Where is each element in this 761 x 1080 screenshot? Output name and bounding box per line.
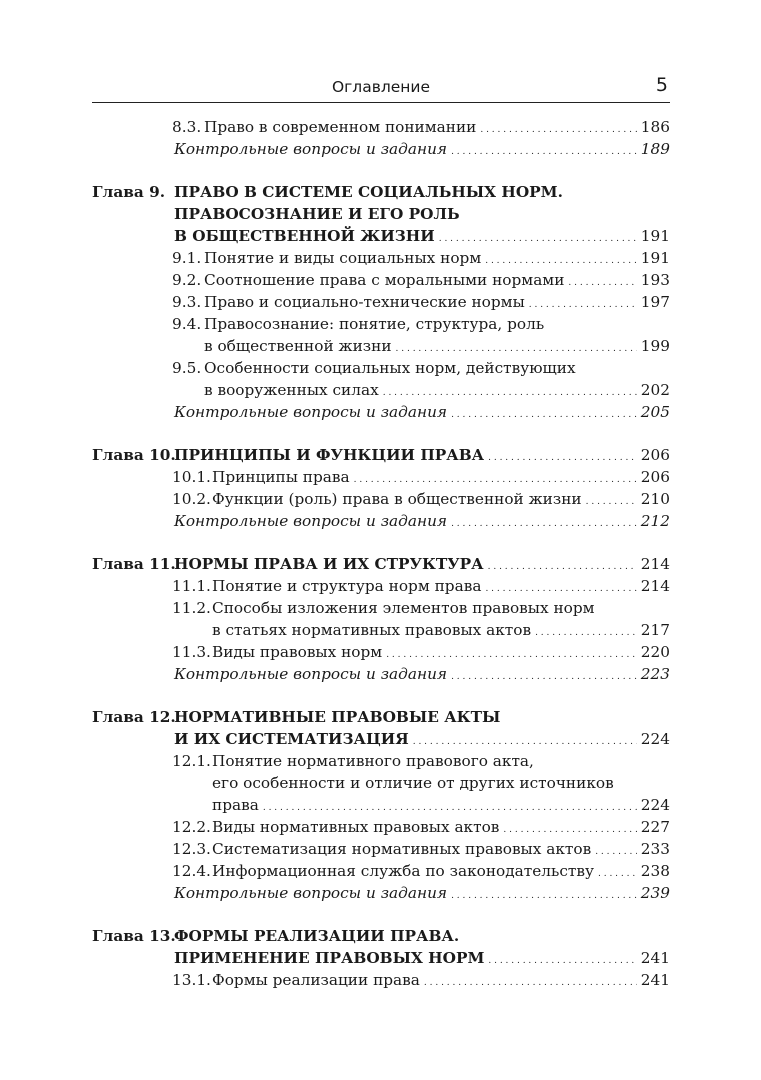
section-title-line: в статьях нормативных правовых актов xyxy=(212,621,532,639)
review-questions: Контрольные вопросы и задания xyxy=(174,665,448,683)
section-title-line: Понятие нормативного правового акта, xyxy=(212,752,534,770)
review-questions: Контрольные вопросы и задания xyxy=(174,884,448,902)
section-title: Информационная служба по законодательству xyxy=(212,862,594,880)
chapter-label: Глава 13. xyxy=(92,927,176,945)
toc-entry-11-1[interactable] xyxy=(92,575,670,597)
page-ref: 212 xyxy=(640,512,670,530)
toc-entry-12-1[interactable] xyxy=(92,750,670,772)
section-number: 10.1. xyxy=(172,468,211,486)
section-number: 13.1. xyxy=(172,971,211,989)
section-number: 9.5. xyxy=(172,359,202,377)
toc-chapter-12[interactable] xyxy=(92,706,670,728)
page-ref: 199 xyxy=(640,337,670,355)
toc-entry-9-4[interactable] xyxy=(92,313,670,335)
chapter-title-line: ПРАВО В СИСТЕМЕ СОЦИАЛЬНЫХ НОРМ. xyxy=(174,183,563,201)
page-ref: 202 xyxy=(640,381,670,399)
section-title: Формы реализации права xyxy=(212,971,420,989)
page-ref: 224 xyxy=(640,796,670,814)
section-title: Право и социально-технические нормы xyxy=(204,293,525,311)
page-ref: 239 xyxy=(640,884,670,902)
section-title: Понятие и виды социальных норм xyxy=(204,249,482,267)
section-title-line: в вооруженных силах xyxy=(204,381,379,399)
chapter-title-line: В ОБЩЕСТВЕННОЙ ЖИЗНИ xyxy=(174,227,435,245)
page-number: 5 xyxy=(655,74,668,96)
review-questions: Контрольные вопросы и задания xyxy=(174,512,448,530)
section-title: Виды нормативных правовых актов xyxy=(212,818,500,836)
section-title: Систематизация нормативных правовых актов xyxy=(212,840,592,858)
toc-entry-12-4[interactable] xyxy=(92,860,670,882)
chapter-label: Глава 11. xyxy=(92,555,176,573)
chapter-title-line: НОРМЫ ПРАВА И ИХ СТРУКТУРА xyxy=(174,555,484,573)
toc-entry-9-2[interactable] xyxy=(92,269,670,291)
page-ref: 217 xyxy=(640,621,670,639)
section-title-line: права xyxy=(212,796,259,814)
chapter-title-line: ПРАВОСОЗНАНИЕ И ЕГО РОЛЬ xyxy=(174,205,460,223)
toc-entry-9-1[interactable] xyxy=(92,247,670,269)
page-ref: 191 xyxy=(640,227,670,245)
page-ref: 241 xyxy=(640,971,670,989)
toc-entry-review-12[interactable] xyxy=(92,882,670,904)
section-number: 9.2. xyxy=(172,271,202,289)
page-ref: 223 xyxy=(640,665,670,683)
section-number: 12.3. xyxy=(172,840,211,858)
toc-chapter-13[interactable] xyxy=(92,925,670,947)
page-ref: 220 xyxy=(640,643,670,661)
review-questions: Контрольные вопросы и задания xyxy=(174,140,448,158)
toc-entry-13-1[interactable] xyxy=(92,969,670,991)
page-ref: 224 xyxy=(640,730,670,748)
running-header xyxy=(92,74,670,103)
section-number: 9.3. xyxy=(172,293,202,311)
section-title: Виды правовых норм xyxy=(212,643,383,661)
section-number: 11.2. xyxy=(172,599,211,617)
section-title-line: Правосознание: понятие, структура, роль xyxy=(204,315,545,333)
toc-chapter-11[interactable] xyxy=(92,553,670,575)
page-ref: 197 xyxy=(640,293,670,311)
section-number: 12.4. xyxy=(172,862,211,880)
toc-entry-8-3[interactable] xyxy=(92,116,670,138)
toc-entry-9-5[interactable] xyxy=(92,357,670,379)
page-ref: 214 xyxy=(640,555,670,573)
running-header-title: Оглавление xyxy=(331,78,431,96)
page-ref: 186 xyxy=(640,118,670,136)
review-questions: Контрольные вопросы и задания xyxy=(174,403,448,421)
toc-entry-10-1[interactable] xyxy=(92,466,670,488)
page-ref: 205 xyxy=(640,403,670,421)
section-number: 10.2. xyxy=(172,490,211,508)
section-title: Соотношение права с моральными нормами xyxy=(204,271,565,289)
section-title: Функции (роль) права в общественной жизни xyxy=(212,490,582,508)
section-number: 9.1. xyxy=(172,249,202,267)
section-number: 9.4. xyxy=(172,315,202,333)
page-ref: 238 xyxy=(640,862,670,880)
section-title-line: Способы изложения элементов правовых норм xyxy=(212,599,595,617)
chapter-title-line: НОРМАТИВНЫЕ ПРАВОВЫЕ АКТЫ xyxy=(174,708,501,726)
toc-chapter-10[interactable] xyxy=(92,444,670,466)
section-number: 12.2. xyxy=(172,818,211,836)
page-ref: 189 xyxy=(640,140,670,158)
toc-entry-review-9[interactable] xyxy=(92,401,670,423)
section-number: 12.1. xyxy=(172,752,211,770)
section-number: 11.1. xyxy=(172,577,211,595)
section-title-line: Особенности социальных норм, действующих xyxy=(204,359,576,377)
section-number: 8.3. xyxy=(172,118,202,136)
toc-entry-12-2[interactable] xyxy=(92,816,670,838)
toc-entry-review-10[interactable] xyxy=(92,510,670,532)
chapter-title-line: ПРИМЕНЕНИЕ ПРАВОВЫХ НОРМ xyxy=(174,949,485,967)
toc-entry-12-3[interactable] xyxy=(92,838,670,860)
page-ref: 206 xyxy=(640,446,670,464)
chapter-title-line: И ИХ СИСТЕМАТИЗАЦИЯ xyxy=(174,730,409,748)
page-ref: 227 xyxy=(640,818,670,836)
page-ref: 233 xyxy=(640,840,670,858)
chapter-label: Глава 10. xyxy=(92,446,176,464)
toc-entry-review-8[interactable] xyxy=(92,138,670,160)
section-title-line: его особенности и отличие от других источников xyxy=(212,774,614,792)
toc-entry-11-2[interactable] xyxy=(92,597,670,619)
toc-entry-review-11[interactable] xyxy=(92,663,670,685)
page-ref: 206 xyxy=(640,468,670,486)
chapter-label: Глава 12. xyxy=(92,708,176,726)
toc-entry-11-3[interactable] xyxy=(92,641,670,663)
chapter-label: Глава 9. xyxy=(92,183,166,201)
page-ref: 241 xyxy=(640,949,670,967)
table-of-contents xyxy=(92,116,670,991)
section-title: Принципы права xyxy=(212,468,350,486)
section-title-line: в общественной жизни xyxy=(204,337,392,355)
toc-entry-9-3[interactable] xyxy=(92,291,670,313)
toc-chapter-9[interactable] xyxy=(92,181,670,203)
page-ref: 191 xyxy=(640,249,670,267)
chapter-title-line: ПРИНЦИПЫ И ФУНКЦИИ ПРАВА xyxy=(174,446,485,464)
section-title: Право в современном понимании xyxy=(204,118,477,136)
section-number: 11.3. xyxy=(172,643,211,661)
toc-entry-10-2[interactable] xyxy=(92,488,670,510)
page-ref: 210 xyxy=(640,490,670,508)
page-ref: 214 xyxy=(640,577,670,595)
section-title: Понятие и структура норм права xyxy=(212,577,482,595)
chapter-title-line: ФОРМЫ РЕАЛИЗАЦИИ ПРАВА. xyxy=(174,927,460,945)
page-ref: 193 xyxy=(640,271,670,289)
